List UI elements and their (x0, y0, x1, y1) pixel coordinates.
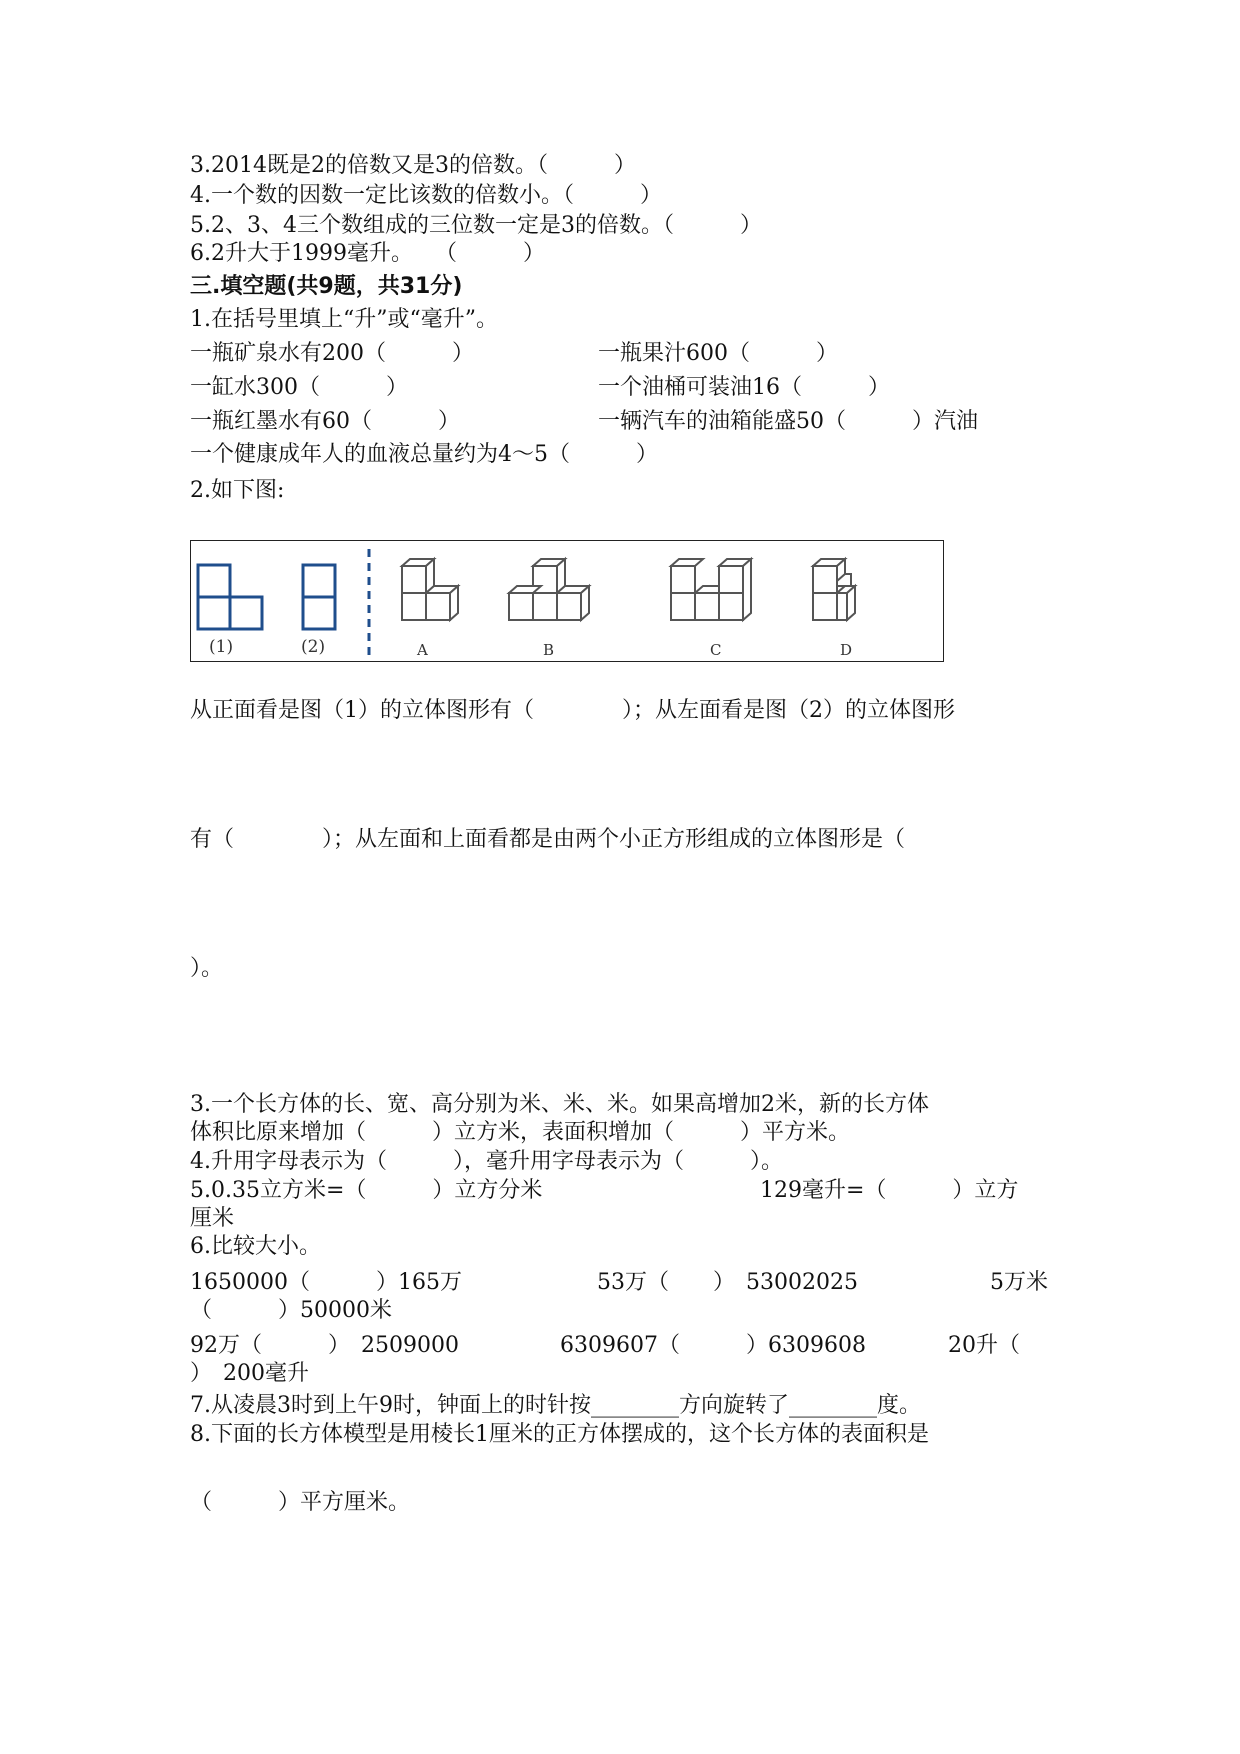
tf-question-5: 5.2、3、4三个数组成的三位数一定是3的倍数。（ ） (190, 213, 762, 238)
fill-q6-stem: 6.比较大小。 (190, 1234, 321, 1259)
cube-views-figure (190, 540, 944, 662)
fill-q1-item-6: 一辆汽车的油箱能盛50（ ）汽油 (598, 409, 978, 434)
fill-q1-item-5: 一瓶红墨水有60（ ） (190, 409, 460, 434)
fill-q6-item-3: 5万米 (990, 1270, 1048, 1295)
figure-label-a: A (417, 641, 428, 659)
fill-q3-line-2: 体积比原来增加（ ）立方米，表面积增加（ ）平方米。 (190, 1120, 851, 1145)
fill-q8-line-1: 8.下面的长方体模型是用棱长1厘米的正方体摆成的，这个长方体的表面积是 (190, 1422, 929, 1447)
fill-q1-item-3: 一缸水300（ ） (190, 375, 408, 400)
figure-label-2: (2) (301, 637, 326, 657)
fill-q4: 4.升用字母表示为（ ），毫升用字母表示为（ ）。 (190, 1149, 783, 1174)
fill-q6-item-3-cont: （ ）50000米 (190, 1298, 392, 1323)
figure-label-1: (1) (209, 637, 234, 657)
fill-q2-line-3: ）。 (190, 956, 224, 981)
fill-q7: 7.从凌晨3时到上午9时，钟面上的时针按________方向旋转了________度。 (190, 1393, 921, 1418)
fill-q6-item-6: 20升（ (948, 1333, 1020, 1358)
fill-q1-item-2: 一瓶果汁600（ ） (598, 341, 838, 366)
figure-label-c: C (710, 641, 722, 659)
fill-q1-stem: 1.在括号里填上“升”或“毫升”。 (190, 307, 498, 332)
fill-q6-item-4: 92万（ ） 2509000 (190, 1333, 459, 1358)
fill-q5-part-b: 129毫升=（ ）立方 (760, 1178, 1019, 1203)
fill-q1-item-7: 一个健康成年人的血液总量约为4～5（ ） (190, 442, 658, 467)
figure-label-d: D (840, 641, 853, 659)
fill-q6-item-6-cont: ） 200毫升 (190, 1361, 309, 1386)
fill-q6-item-1: 1650000（ ）165万 (190, 1270, 462, 1295)
tf-question-3: 3.2014既是2的倍数又是3的倍数。（ ） (190, 153, 636, 178)
fill-q3-line-1: 3.一个长方体的长、宽、高分别为米、米、米。如果高增加2米，新的长方体 (190, 1092, 929, 1117)
fill-q2-line-1: 从正面看是图（1）的立体图形有（ ）；从左面看是图（2）的立体图形 (190, 698, 955, 723)
fill-q1-item-1: 一瓶矿泉水有200（ ） (190, 341, 474, 366)
figure-label-b: B (543, 641, 555, 659)
fill-q2-line-2: 有（ ）；从左面和上面看都是由两个小正方形组成的立体图形是（ (190, 827, 906, 852)
fill-q1-item-4: 一个油桶可装油16（ ） (598, 375, 890, 400)
tf-question-4: 4.一个数的因数一定比该数的倍数小。（ ） (190, 183, 662, 208)
fill-q5-part-c: 厘米 (190, 1206, 235, 1231)
section-heading: 三.填空题(共9题，共31分) (190, 274, 463, 299)
fill-q6-item-2: 53万（ ） 53002025 (597, 1270, 858, 1295)
fill-q6-item-5: 6309607（ ）6309608 (560, 1333, 866, 1358)
fill-q8-line-2: （ ）平方厘米。 (190, 1490, 411, 1515)
fill-q5-part-a: 5.0.35立方米=（ ）立方分米 (190, 1178, 543, 1203)
fill-q2-stem: 2.如下图: (190, 478, 285, 503)
tf-question-6: 6.2升大于1999毫升。 （ ） (190, 241, 545, 266)
